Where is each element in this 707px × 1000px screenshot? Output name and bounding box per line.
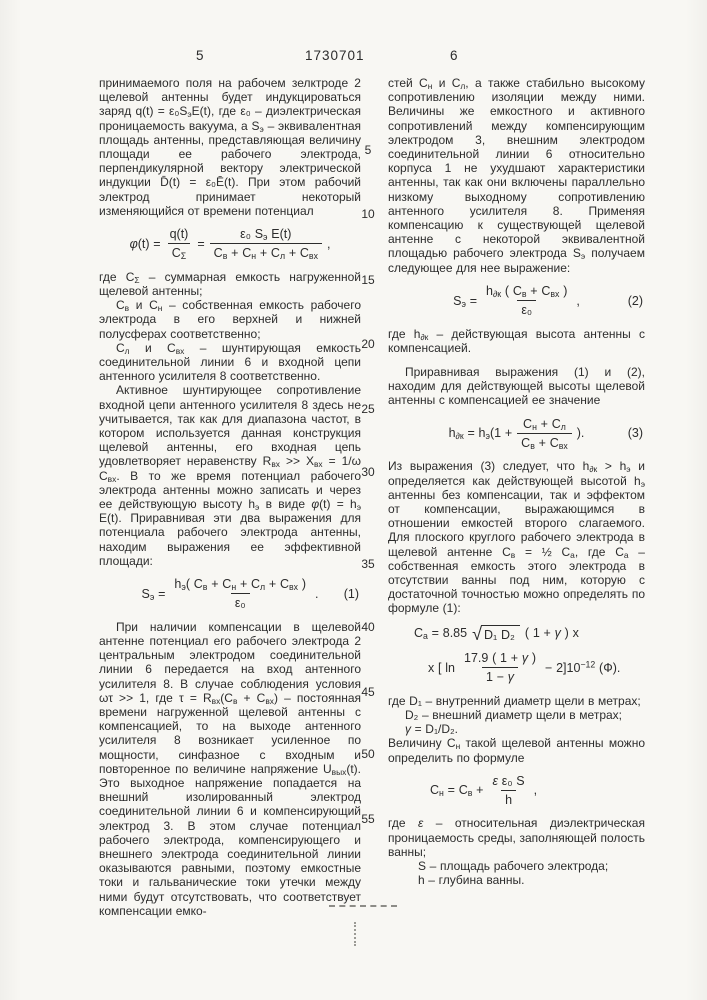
formula-lhs: $S_э$ = <box>453 293 478 309</box>
equation-number-2: (2) <box>627 293 643 308</box>
fraction-denominator: $C_в + C_н + C_л + C_{вх}$ <box>210 243 322 260</box>
definition-h: h – глубина ванны. <box>418 873 525 888</box>
gutter-line-number: 15 <box>361 273 375 287</box>
definition-cl-cvx: $C_л$ и $C_{вх}$ – шунтирующая емкость соединительной линии 6 и входной цепи антенного усилителя 8 соответственно. <box>99 340 362 384</box>
fraction-numerator: 17.9 ( 1 + γ ) <box>464 650 537 665</box>
definition-s: S – площадь рабочего электрода; <box>418 859 609 874</box>
page-number-right: 6 <box>450 48 459 63</box>
fraction-numerator: $h_э$( $C_в + C_н + C_л + C_{вх}$ ) <box>174 577 306 593</box>
formula-term: − $2]10^{-12}$ (Ф). <box>545 659 621 675</box>
gutter-line-number: 10 <box>361 207 375 221</box>
scan-artifact-dashes <box>329 905 397 907</box>
paragraph-compensation: При наличии компенсации в щелевой антенне потенциал его рабочего электрода 2 центральным электродом соединительной линии 6 передается на вход антенного усилителя 8. В случае соблюдения условия ωτ >> 1, где $\tau = R_{вх}(C_в + C_{вх})$ – постоянная времени нагруженной щелевой антенны с компенсацией, то на выходе антенного усилителя 8 возникает усиленное по мощности, синфазное с входным и повторенное по величине напряжение $U_{вых}(t)$. Это выходное напряжение попадается на внешний изолированный электрод соединительной линии 6 и компенсирующий электрод 3. В этом случае потенциал рабочего электрода, компенсирующего и внешнего электрода соединительной линии оказываются равными, поэтому емкостные токи и гальванические токи утечки между ними будут отсутствовать, что соответствует компенсации емко- <box>99 619 361 918</box>
formula-lhs: φ(t) = <box>129 236 161 251</box>
formula-3-effective-height <box>388 417 645 451</box>
fraction-denominator: ε₀ <box>231 593 250 610</box>
fraction-numerator: $C_н + C_л$ <box>523 416 566 432</box>
formula-potential-phi <box>99 227 361 261</box>
formula-punctuation: , <box>326 236 331 251</box>
paragraph-equating: Приравнивая выражения (1) и (2), находим для действующей высоты щелевой антенны с компенсацией ее значение <box>388 365 645 408</box>
definition-hdk: где $h_{\partial к}$ – действующая высота антенны с компенсацией. <box>388 326 645 355</box>
page-number-left: 5 <box>196 48 205 63</box>
gutter-line-number: 30 <box>361 465 375 479</box>
formula-lhs: $C_а = 8.85$ <box>414 626 468 642</box>
definition-gamma: γ = D₁/D₂. <box>405 722 458 737</box>
right-column <box>388 76 645 888</box>
gutter-line-number: 40 <box>361 620 375 634</box>
paragraph-compensation-continued: стей $C_н$ и $C_л$, а также стабильно высокому сопротивлению изоляции между ними. Величины же емкостного и активного сопротивлений между компенсирующим электродом 3, внешним электродом соединительной линии 6 относительно корпуса 1 не ухудшают характеристики антенны, так как они включены параллельно низкому выходному сопротивлению антенного усилителя 8. Применяя компенсацию к существующей щелевой антенне с некоторой эквивалентной площадью рабочего электрода $S_э$ получаем следующее для нее выражение: <box>388 76 646 275</box>
fraction-denominator: $C_\Sigma$ <box>168 243 190 260</box>
formula-lhs: $h_{\partial к} = h_э(1$ + <box>448 426 513 442</box>
fraction <box>170 577 310 611</box>
fraction-denominator: h <box>501 790 516 807</box>
formula-punctuation: , <box>576 293 580 308</box>
radicand: D₁ D₂ <box>481 625 520 642</box>
fraction <box>166 227 193 261</box>
paragraph-charge-intro: принимаемого поля на рабочем зелктроде 2 щелевой антенны будет индукцироваться заряд $q(t) = \varepsilon_0S_эE(t)$, где ε₀ – диэлектрическая проницаемость вакуума, а $S_э$ – эквивалентная площадь антенны, представляющая величину площади ее рабочего электрода, перпендикулярной вектору электрической индукции D̄(t) = ε₀Ē(t). При этом рабочий электрод принимает некоторый изменяющийся от времени потенциал <box>99 76 361 218</box>
definition-c-sigma: где $C_\Sigma$ – суммарная емкость нагруженной щелевой антенны; <box>99 269 361 298</box>
formula-punctuation: ). <box>576 426 585 441</box>
formula-ca-line1 <box>388 625 645 642</box>
formula-cn <box>388 774 645 808</box>
gutter-line-number: 25 <box>361 402 375 416</box>
fraction <box>482 284 571 318</box>
formula-term: ( 1 + γ ) x <box>524 626 579 641</box>
formula-lhs: $C_н = C_в$ + <box>430 783 484 799</box>
fraction <box>460 651 540 685</box>
fraction-numerator: q(t) <box>169 227 189 242</box>
gutter-line-number: 35 <box>361 557 375 571</box>
equals-sign: = <box>197 236 205 251</box>
radical-sign: √ <box>472 623 482 644</box>
fraction-numerator: ε₀ $S_э$ E(t) <box>240 227 292 243</box>
square-root <box>472 625 520 642</box>
paragraph-expression-3-analysis: Из выражения (3) следует, что $h_{\partial к} > h_э$ и определяется как действующей высотой $h_э$ антенны без компенсации, так и эффектом от компенсации, выражающимся в отношении емкостей второго слагаемого. Для плоского круглого рабочего электрода в щелевой антенне $C_в$ = ½ $C_а$, где $C_а$ – собственная емкость этого электрода в отсутствии ванны под ним, которую с достаточной точностью можно определять по формуле (1): <box>388 459 645 616</box>
formula-lhs: $S_э$ = <box>141 586 166 602</box>
fraction <box>210 227 322 261</box>
fraction-denominator: 1 − γ <box>482 667 518 684</box>
gutter-line-number: 50 <box>361 747 375 761</box>
formula-term: x [ ln <box>428 660 455 675</box>
equation-number-3: (3) <box>627 426 643 441</box>
patent-number: 1730701 <box>305 48 365 63</box>
gutter-line-number: 45 <box>361 685 375 699</box>
definition-epsilon: где ε – относительная диэлектрическая проницаемость среды, заполняющей полость ванны; <box>388 816 645 859</box>
fraction-denominator: $C_в + C_{вх}$ <box>517 433 572 450</box>
fraction <box>488 774 528 808</box>
fraction-denominator: ε₀ <box>517 300 536 317</box>
formula-punctuation: . <box>315 586 319 601</box>
definition-d1: где D₁ – внутренний диаметр щели в метрах; <box>388 693 641 708</box>
fraction-numerator: ε ε₀ S <box>492 773 525 788</box>
equation-number-1: (1) <box>343 586 359 601</box>
formula-2-compensated-area <box>388 284 645 318</box>
fraction-numerator: $h_{\partial к}$ ( $C_в + C_{вх}$ ) <box>486 283 568 300</box>
formula-ca-line2 <box>388 651 645 685</box>
gutter-line-number: 55 <box>361 812 375 826</box>
definition-cv-cn: $C_в$ и $C_н$ – собственная емкость рабочего электрода в его верхней и нижней полусферах соответственно; <box>99 298 362 341</box>
scan-artifact-dotted-line <box>354 922 356 946</box>
formula-1-effective-area <box>99 577 361 611</box>
fraction <box>517 417 572 451</box>
formula-punctuation: , <box>533 783 538 798</box>
gutter-line-number: 5 <box>364 143 372 157</box>
definition-d2: D₂ – внешний диаметр щели в метрах; <box>405 707 623 722</box>
paragraph-shunt-resistance: Активное шунтирующее сопротивление входной цепи антенного усилителя 8 здесь не учитывается, так как для диапазона частот, в котором используется данная конструкция щелевой антенны, его входная цепь удовлетворяет неравенству $R_{вх} >> X_{вх} = 1/\omega$ $C_{вх}$. В то же время потенциал рабочего электрода антенны можно записать и через ее действующую высоту $h_э$ в виде $\varphi(t) = h_э$ E(t). Приравнивая эти два выражения для потенциала рабочего электрода антенны, находим выражения ее эффективной площади: <box>99 383 361 568</box>
gutter-line-number: 20 <box>361 337 375 351</box>
left-column <box>99 76 361 918</box>
paragraph-cn-value: Величину $C_н$ такой щелевой антенны можно определить по формуле <box>388 736 645 765</box>
